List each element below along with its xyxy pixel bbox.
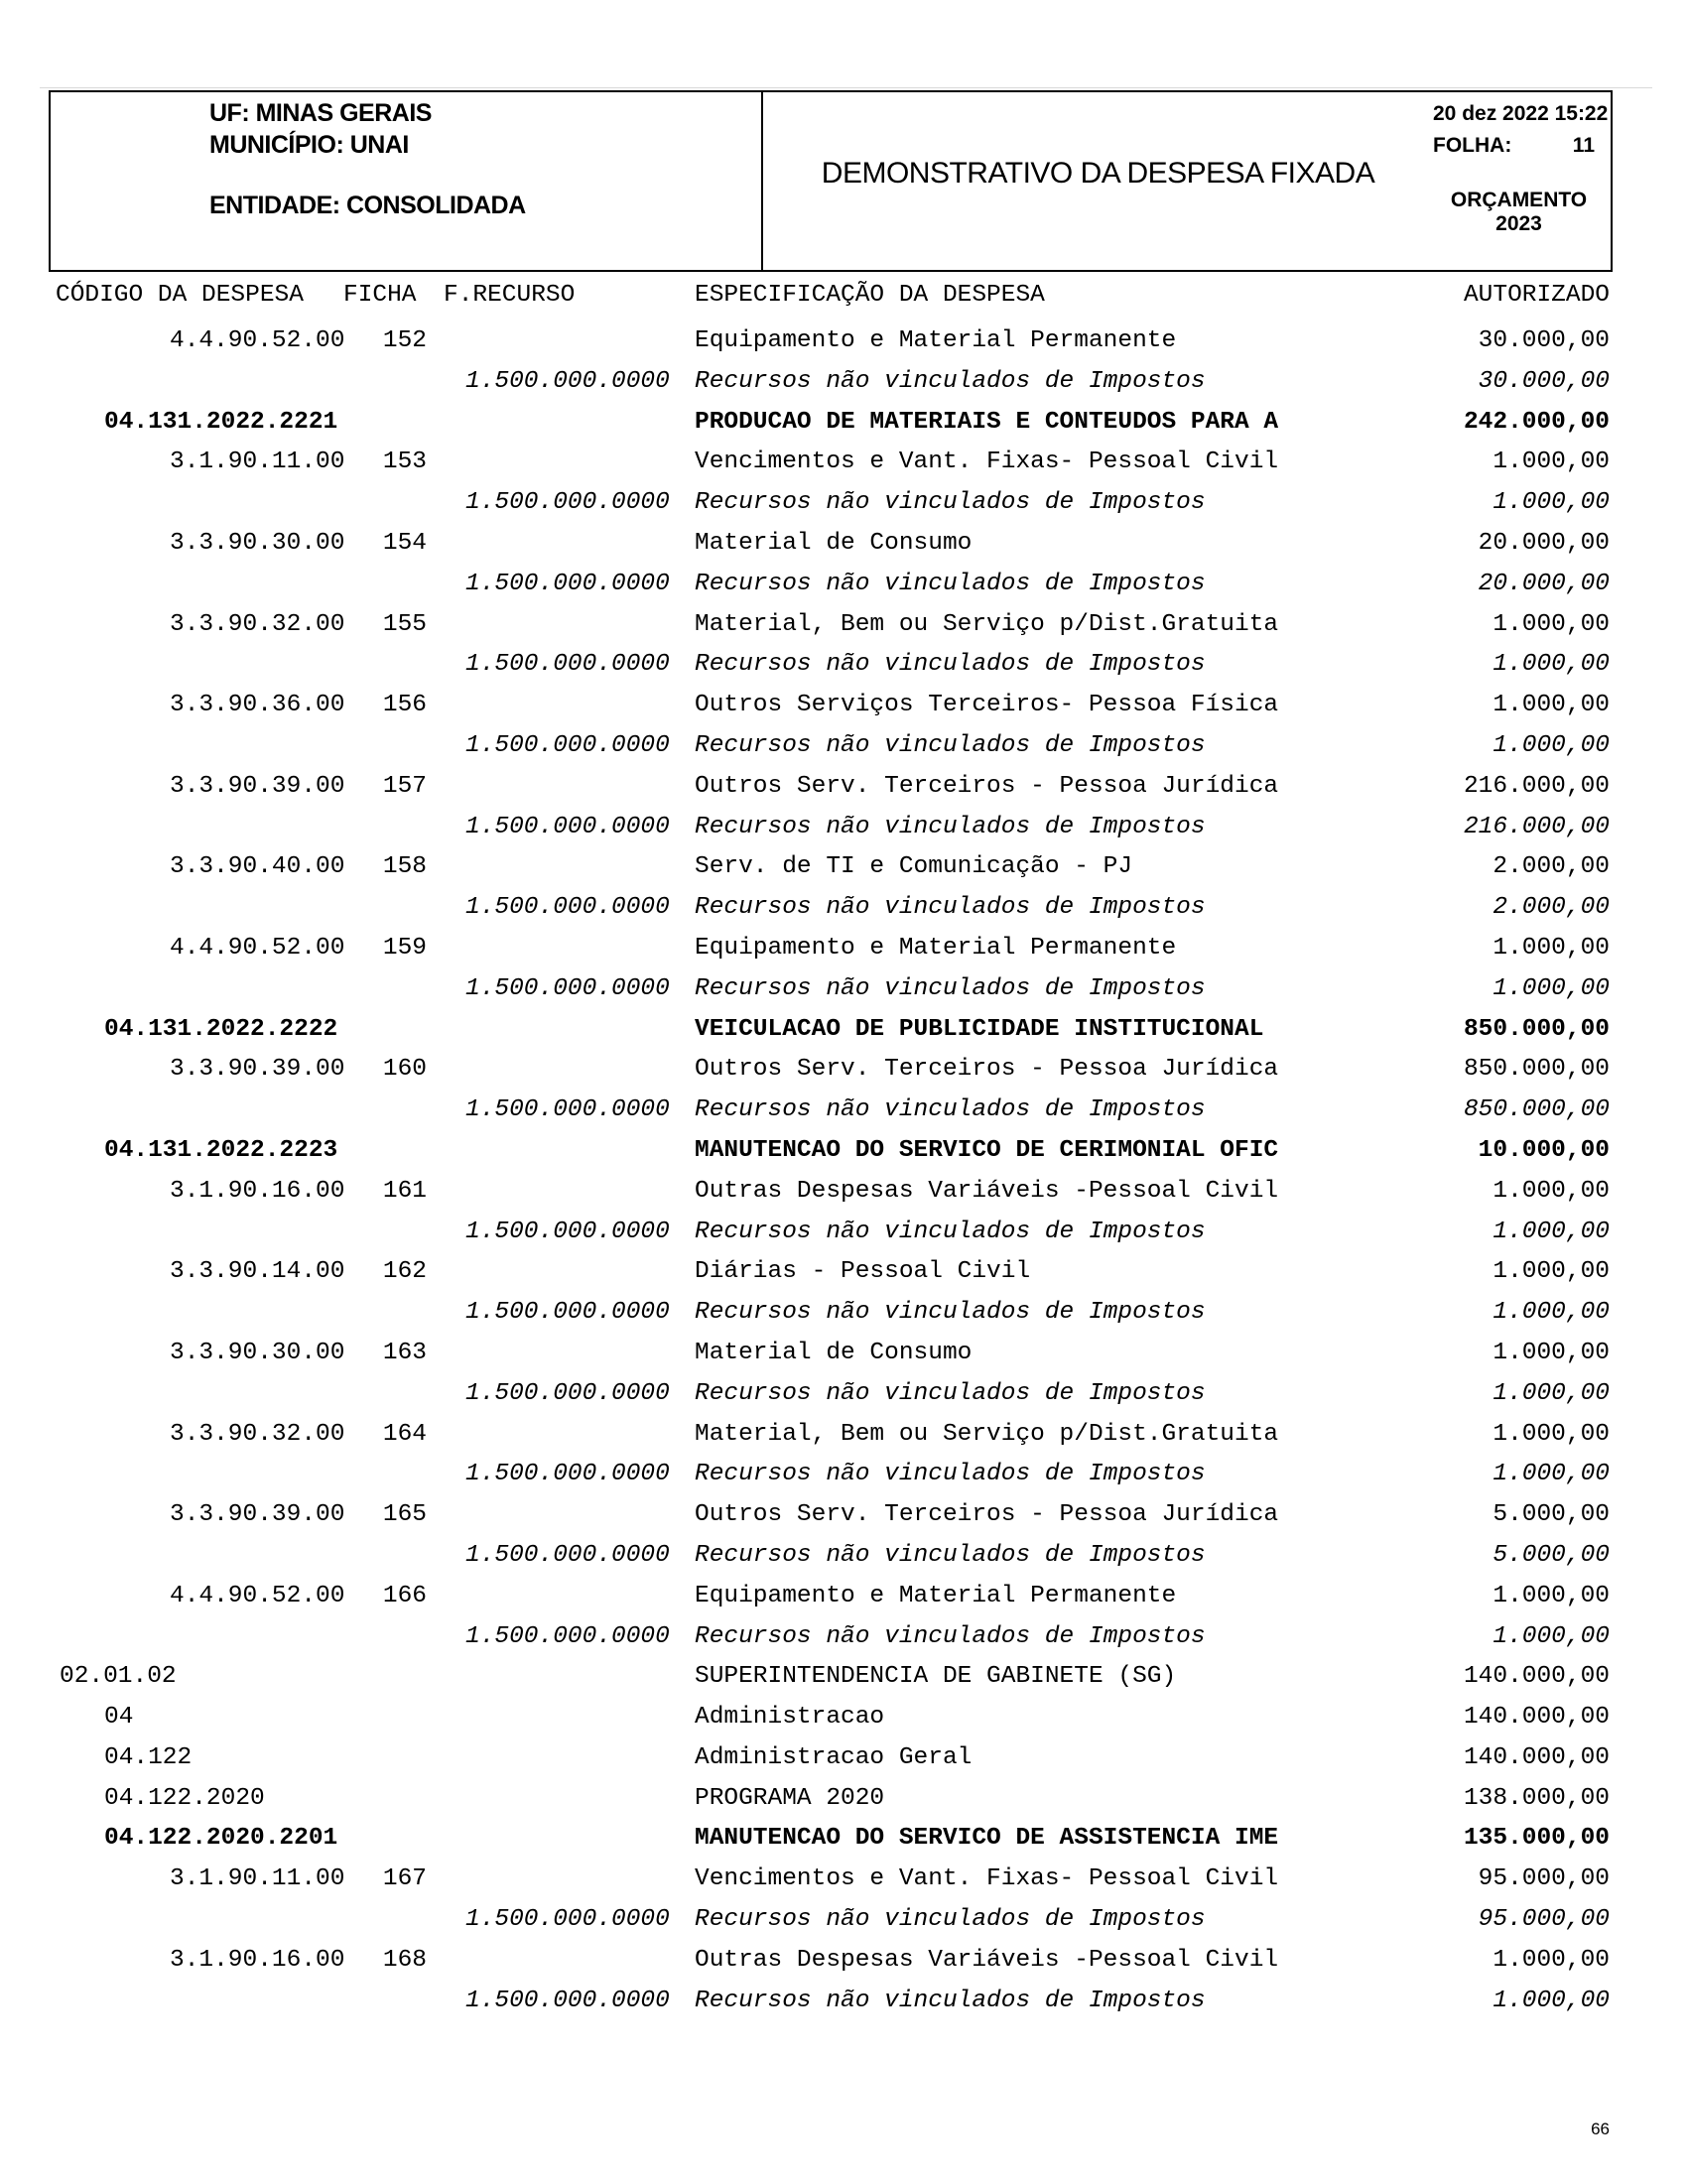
spec-cell: Recursos não vinculados de Impostos <box>695 570 1206 597</box>
value-cell: 1.000,00 <box>1493 1218 1610 1245</box>
resource-code-cell: 1.500.000.0000 <box>465 570 670 597</box>
table-row <box>0 1495 1688 1536</box>
value-cell: 1.000,00 <box>1493 1258 1610 1286</box>
table-row <box>0 362 1688 403</box>
value-cell: 1.000,00 <box>1493 974 1610 1002</box>
value-cell: 1.000,00 <box>1493 1379 1610 1407</box>
column-header-especificacao: ESPECIFICAÇÃO DA DESPESA <box>695 282 1045 309</box>
table-row <box>0 1982 1688 2022</box>
table-row <box>0 443 1688 483</box>
spec-cell: Recursos não vinculados de Impostos <box>695 731 1206 759</box>
expense-code-cell: 04.122 <box>104 1743 193 1771</box>
spec-cell: MANUTENCAO DO SERVICO DE ASSISTENCIA IME <box>695 1825 1279 1853</box>
expense-code-cell: 02.01.02 <box>60 1663 177 1691</box>
table-row <box>0 321 1688 362</box>
value-cell: 20.000,00 <box>1478 570 1610 597</box>
municipio-label: MUNICÍPIO: UNAI <box>209 131 409 159</box>
value-cell: 1.000,00 <box>1493 1299 1610 1327</box>
expense-code-cell: 4.4.90.52.00 <box>170 1582 345 1609</box>
expense-code-cell: 3.3.90.40.00 <box>170 853 345 881</box>
resource-code-cell: 1.500.000.0000 <box>465 1461 670 1488</box>
column-header-codigo: CÓDIGO DA DESPESA <box>56 282 304 309</box>
value-cell: 1.000,00 <box>1493 1987 1610 2014</box>
spec-cell: Recursos não vinculados de Impostos <box>695 1218 1206 1245</box>
value-cell: 1.000,00 <box>1493 1582 1610 1609</box>
spec-cell: Vencimentos e Vant. Fixas- Pessoal Civil <box>695 449 1279 476</box>
resource-code-cell: 1.500.000.0000 <box>465 1218 670 1245</box>
ficha-cell: 158 <box>382 853 427 881</box>
table-row <box>0 403 1688 444</box>
spec-cell: Recursos não vinculados de Impostos <box>695 894 1206 922</box>
ficha-cell: 161 <box>382 1177 427 1205</box>
table-row <box>0 686 1688 726</box>
table-row <box>0 565 1688 605</box>
spec-cell: Recursos não vinculados de Impostos <box>695 1379 1206 1407</box>
resource-code-cell: 1.500.000.0000 <box>465 651 670 679</box>
value-cell: 135.000,00 <box>1463 1825 1610 1853</box>
ficha-cell: 164 <box>382 1420 427 1448</box>
column-header-frecurso: F.RECURSO <box>444 282 576 309</box>
value-cell: 140.000,00 <box>1463 1743 1610 1771</box>
ficha-cell: 165 <box>382 1501 427 1529</box>
spec-cell: Recursos não vinculados de Impostos <box>695 651 1206 679</box>
spec-cell: Equipamento e Material Permanente <box>695 327 1177 354</box>
table-row <box>0 1698 1688 1738</box>
table-row <box>0 605 1688 646</box>
ficha-cell: 153 <box>382 449 427 476</box>
spec-cell: Outros Serv. Terceiros - Pessoa Jurídica <box>695 1056 1279 1084</box>
resource-code-cell: 1.500.000.0000 <box>465 1096 670 1124</box>
entidade-label: ENTIDADE: CONSOLIDADA <box>209 192 526 219</box>
value-cell: 216.000,00 <box>1463 772 1610 800</box>
expense-code-cell: 04.122.2020.2201 <box>104 1825 338 1853</box>
spec-cell: Recursos não vinculados de Impostos <box>695 1461 1206 1488</box>
resource-code-cell: 1.500.000.0000 <box>465 1541 670 1569</box>
spec-cell: Recursos não vinculados de Impostos <box>695 367 1206 395</box>
value-cell: 1.000,00 <box>1493 610 1610 638</box>
resource-code-cell: 1.500.000.0000 <box>465 1379 670 1407</box>
table-row <box>0 767 1688 808</box>
spec-cell: VEICULACAO DE PUBLICIDADE INSTITUCIONAL <box>695 1015 1264 1043</box>
value-cell: 850.000,00 <box>1463 1096 1610 1124</box>
value-cell: 95.000,00 <box>1478 1865 1610 1893</box>
table-row <box>0 1091 1688 1131</box>
spec-cell: Material de Consumo <box>695 529 973 557</box>
spec-cell: Outros Serv. Terceiros - Pessoa Jurídica <box>695 772 1279 800</box>
column-header-ficha: FICHA <box>343 282 417 309</box>
table-row <box>0 1941 1688 1982</box>
value-cell: 1.000,00 <box>1493 449 1610 476</box>
table-row <box>0 1172 1688 1213</box>
table-row <box>0 1617 1688 1658</box>
spec-cell: Serv. de TI e Comunicação - PJ <box>695 853 1133 881</box>
spec-cell: Administracao <box>695 1704 885 1732</box>
table-row <box>0 1415 1688 1456</box>
spec-cell: SUPERINTENDENCIA DE GABINETE (SG) <box>695 1663 1177 1691</box>
ficha-cell: 152 <box>382 327 427 354</box>
resource-code-cell: 1.500.000.0000 <box>465 1299 670 1327</box>
value-cell: 138.000,00 <box>1463 1784 1610 1812</box>
folha-value: 11 <box>1572 134 1595 157</box>
report-title: DEMONSTRATIVO DA DESPESA FIXADA <box>821 157 1375 190</box>
resource-code-cell: 1.500.000.0000 <box>465 731 670 759</box>
table-row <box>0 1050 1688 1091</box>
value-cell: 10.000,00 <box>1478 1136 1610 1164</box>
expense-code-cell: 3.1.90.11.00 <box>170 449 345 476</box>
table-row <box>0 1779 1688 1820</box>
resource-code-cell: 1.500.000.0000 <box>465 974 670 1002</box>
table-row <box>0 1455 1688 1495</box>
spec-cell: Material, Bem ou Serviço p/Dist.Gratuita <box>695 1420 1279 1448</box>
resource-code-cell: 1.500.000.0000 <box>465 367 670 395</box>
expense-code-cell: 3.3.90.36.00 <box>170 692 345 719</box>
table-row <box>0 1657 1688 1698</box>
table-row <box>0 1213 1688 1253</box>
value-cell: 1.000,00 <box>1493 731 1610 759</box>
spec-cell: Recursos não vinculados de Impostos <box>695 974 1206 1002</box>
folha-row <box>1433 134 1605 158</box>
value-cell: 1.000,00 <box>1493 489 1610 517</box>
ficha-cell: 154 <box>382 529 427 557</box>
table-row <box>0 969 1688 1010</box>
column-header-autorizado: AUTORIZADO <box>1463 282 1610 309</box>
table-row <box>0 1131 1688 1172</box>
table-row <box>0 645 1688 686</box>
spec-cell: Equipamento e Material Permanente <box>695 1582 1177 1609</box>
ficha-cell: 167 <box>382 1865 427 1893</box>
expense-code-cell: 3.3.90.39.00 <box>170 772 345 800</box>
report-datetime: 20 dez 2022 15:22 <box>1433 102 1609 125</box>
spec-cell: PROGRAMA 2020 <box>695 1784 885 1812</box>
value-cell: 850.000,00 <box>1463 1015 1610 1043</box>
expense-code-cell: 04.131.2022.2221 <box>104 408 338 436</box>
spec-cell: Vencimentos e Vant. Fixas- Pessoal Civil <box>695 1865 1279 1893</box>
spec-cell: Equipamento e Material Permanente <box>695 934 1177 962</box>
page-number: 66 <box>1591 2120 1610 2138</box>
expense-code-cell: 3.3.90.39.00 <box>170 1501 345 1529</box>
resource-code-cell: 1.500.000.0000 <box>465 1906 670 1934</box>
spec-cell: Material de Consumo <box>695 1339 973 1366</box>
value-cell: 95.000,00 <box>1478 1906 1610 1934</box>
value-cell: 2.000,00 <box>1493 894 1610 922</box>
ficha-cell: 160 <box>382 1056 427 1084</box>
table-row <box>0 1900 1688 1941</box>
value-cell: 5.000,00 <box>1493 1541 1610 1569</box>
table-row <box>0 1738 1688 1779</box>
expense-code-cell: 04 <box>104 1704 134 1732</box>
value-cell: 2.000,00 <box>1493 853 1610 881</box>
expense-code-cell: 3.1.90.16.00 <box>170 1946 345 1974</box>
ficha-cell: 157 <box>382 772 427 800</box>
resource-code-cell: 1.500.000.0000 <box>465 894 670 922</box>
orcamento-label: ORÇAMENTO <box>1450 189 1588 211</box>
value-cell: 20.000,00 <box>1478 529 1610 557</box>
value-cell: 1.000,00 <box>1493 1177 1610 1205</box>
expense-code-cell: 3.3.90.30.00 <box>170 1339 345 1366</box>
value-cell: 216.000,00 <box>1463 813 1610 840</box>
spec-cell: Outras Despesas Variáveis -Pessoal Civil <box>695 1946 1279 1974</box>
ficha-cell: 168 <box>382 1946 427 1974</box>
table-row <box>0 1860 1688 1900</box>
scan-artifact-line <box>40 87 1652 88</box>
ficha-cell: 159 <box>382 934 427 962</box>
expense-code-cell: 04.131.2022.2223 <box>104 1136 338 1164</box>
spec-cell: Diárias - Pessoal Civil <box>695 1258 1031 1286</box>
spec-cell: Recursos não vinculados de Impostos <box>695 1096 1206 1124</box>
value-cell: 30.000,00 <box>1478 327 1610 354</box>
table-row <box>0 847 1688 888</box>
table-row <box>0 1374 1688 1415</box>
expense-code-cell: 3.3.90.39.00 <box>170 1056 345 1084</box>
folha-label: FOLHA: <box>1433 134 1512 157</box>
spec-cell: Recursos não vinculados de Impostos <box>695 813 1206 840</box>
expense-code-cell: 3.3.90.32.00 <box>170 1420 345 1448</box>
value-cell: 1.000,00 <box>1493 692 1610 719</box>
value-cell: 1.000,00 <box>1493 934 1610 962</box>
spec-cell: Recursos não vinculados de Impostos <box>695 489 1206 517</box>
table-row <box>0 1252 1688 1293</box>
table-row <box>0 808 1688 848</box>
expense-code-cell: 3.3.90.14.00 <box>170 1258 345 1286</box>
expense-code-cell: 04.131.2022.2222 <box>104 1015 338 1043</box>
table-rows <box>0 321 1688 2021</box>
spec-cell: Recursos não vinculados de Impostos <box>695 1299 1206 1327</box>
table-row <box>0 1010 1688 1051</box>
spec-cell: Recursos não vinculados de Impostos <box>695 1541 1206 1569</box>
table-row <box>0 726 1688 767</box>
value-cell: 1.000,00 <box>1493 1339 1610 1366</box>
expense-code-cell: 3.1.90.11.00 <box>170 1865 345 1893</box>
ficha-cell: 166 <box>382 1582 427 1609</box>
table-row <box>0 1819 1688 1860</box>
table-row <box>0 483 1688 524</box>
spec-cell: Recursos não vinculados de Impostos <box>695 1906 1206 1934</box>
ficha-cell: 162 <box>382 1258 427 1286</box>
spec-cell: Outras Despesas Variáveis -Pessoal Civil <box>695 1177 1279 1205</box>
expense-code-cell: 4.4.90.52.00 <box>170 327 345 354</box>
spec-cell: Recursos não vinculados de Impostos <box>695 1987 1206 2014</box>
table-row <box>0 888 1688 929</box>
value-cell: 1.000,00 <box>1493 1461 1610 1488</box>
spec-cell: Outros Serviços Terceiros- Pessoa Física <box>695 692 1279 719</box>
expense-code-cell: 04.122.2020 <box>104 1784 265 1812</box>
table-row <box>0 929 1688 969</box>
expense-code-cell: 3.3.90.30.00 <box>170 529 345 557</box>
table-row <box>0 1536 1688 1577</box>
value-cell: 242.000,00 <box>1463 408 1610 436</box>
table-row <box>0 1577 1688 1617</box>
resource-code-cell: 1.500.000.0000 <box>465 1987 670 2014</box>
uf-label: UF: MINAS GERAIS <box>209 99 432 127</box>
resource-code-cell: 1.500.000.0000 <box>465 813 670 840</box>
spec-cell: Administracao Geral <box>695 1743 973 1771</box>
value-cell: 5.000,00 <box>1493 1501 1610 1529</box>
expense-code-cell: 3.3.90.32.00 <box>170 610 345 638</box>
value-cell: 1.000,00 <box>1493 1946 1610 1974</box>
column-header-row <box>0 282 1688 314</box>
spec-cell: MANUTENCAO DO SERVICO DE CERIMONIAL OFIC <box>695 1136 1279 1164</box>
value-cell: 850.000,00 <box>1463 1056 1610 1084</box>
spec-cell: PRODUCAO DE MATERIAIS E CONTEUDOS PARA A <box>695 408 1279 436</box>
table-row <box>0 524 1688 565</box>
resource-code-cell: 1.500.000.0000 <box>465 1622 670 1650</box>
value-cell: 1.000,00 <box>1493 1420 1610 1448</box>
ficha-cell: 163 <box>382 1339 427 1366</box>
table-row <box>0 1293 1688 1334</box>
value-cell: 1.000,00 <box>1493 1622 1610 1650</box>
value-cell: 140.000,00 <box>1463 1704 1610 1732</box>
value-cell: 30.000,00 <box>1478 367 1610 395</box>
table-row <box>0 1334 1688 1374</box>
spec-cell: Recursos não vinculados de Impostos <box>695 1622 1206 1650</box>
expense-code-cell: 3.1.90.16.00 <box>170 1177 345 1205</box>
value-cell: 140.000,00 <box>1463 1663 1610 1691</box>
ficha-cell: 155 <box>382 610 427 638</box>
value-cell: 1.000,00 <box>1493 651 1610 679</box>
spec-cell: Material, Bem ou Serviço p/Dist.Gratuita <box>695 610 1279 638</box>
ficha-cell: 156 <box>382 692 427 719</box>
expense-code-cell: 4.4.90.52.00 <box>170 934 345 962</box>
orcamento-year: 2023 <box>1495 212 1542 235</box>
resource-code-cell: 1.500.000.0000 <box>465 489 670 517</box>
spec-cell: Outros Serv. Terceiros - Pessoa Jurídica <box>695 1501 1279 1529</box>
